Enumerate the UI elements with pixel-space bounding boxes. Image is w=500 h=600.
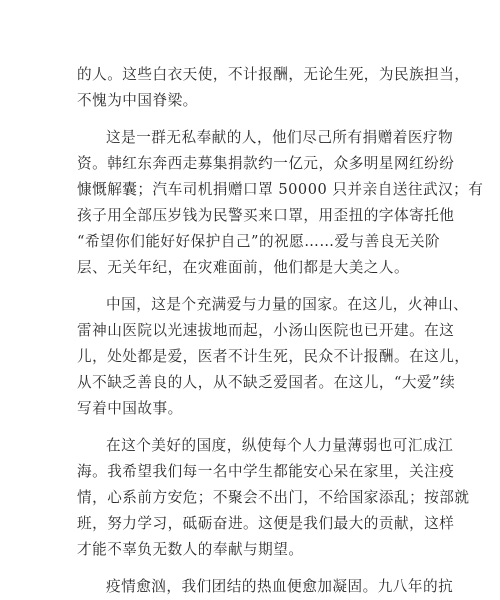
text-line: 才能不辜负无数人的奉献与期望。 (77, 541, 304, 558)
text-line: 疫情愈汹，我们团结的热血便愈加凝固。九八年的抗 (106, 578, 454, 595)
text-line: 资。韩红东奔西走募集捐款约一亿元，众多明星网红纷纷 (77, 155, 455, 172)
text-line: 慷慨解囊；汽车司机捐赠口罩 50000 只并亲自送往武汉；有 (77, 181, 484, 198)
essay-text-block (77, 62, 484, 600)
text-line: 从不缺乏善良的人，从不缺乏爱国者。在这儿，“大爱”续 (77, 374, 456, 391)
text-line: 在这个美好的国度，纵使每个人力量薄弱也可汇成江 (106, 437, 454, 454)
text-line: 孩子用全部压岁钱为民警买来口罩，用歪扭的字体寄托他 (77, 207, 455, 224)
text-line: 情，心系前方安危；不聚会不出门，不给国家添乱；按部就 (77, 489, 470, 506)
text-line: 写着中国故事。 (77, 400, 183, 417)
text-line: “希望你们能好好保护自己”的祝愿……爱与善良无关阶 (77, 233, 441, 250)
text-line: 层、无关年纪，在灾难面前，他们都是大美之人。 (77, 259, 410, 276)
text-line: 这是一群无私奉献的人，他们尽己所有捐赠着医疗物 (106, 129, 454, 146)
text-line: 海。我希望我们每一名中学生都能安心呆在家里，关注疫 (77, 463, 455, 480)
text-line: 儿，处处都是爱，医者不计生死，民众不计报酬。在这儿， (77, 348, 470, 365)
text-line: 中国，这是个充满爱与力量的国家。在这儿，火神山、 (106, 296, 469, 313)
text-line: 的人。这些白衣天使，不计报酬，无论生死，为民族担当， (77, 66, 470, 83)
text-line: 不愧为中国脊梁。 (77, 92, 198, 109)
text-line: 雷神山医院以光速拔地而起，小汤山医院也已开建。在这 (77, 322, 455, 339)
text-line: 班，努力学习，砥砺奋进。这便是我们最大的贡献，这样 (77, 515, 455, 532)
